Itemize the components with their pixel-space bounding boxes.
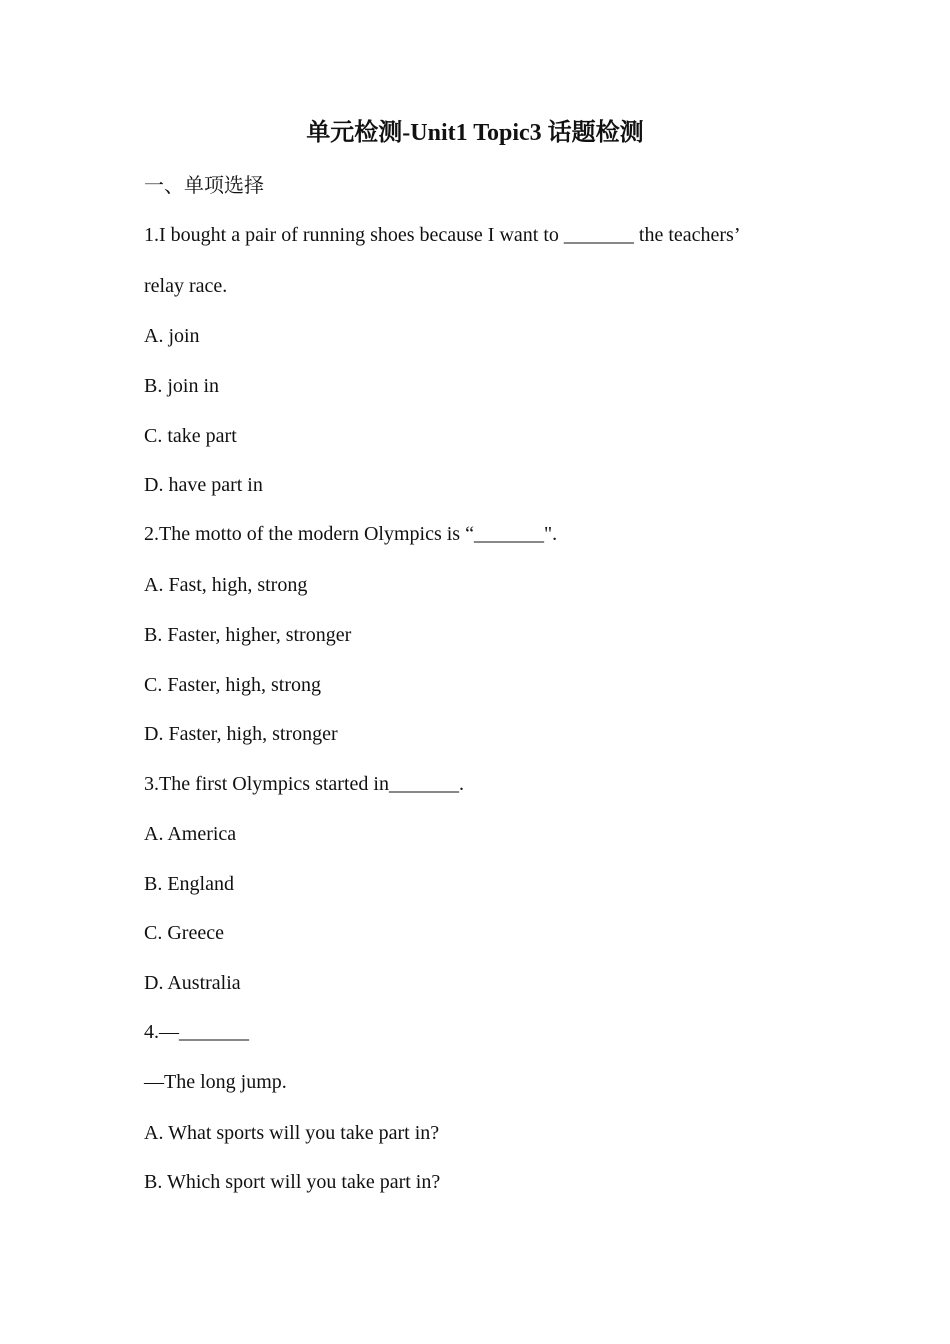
question-3-option-b: B. England (144, 873, 234, 895)
question-4-stem: 4.—_______ (144, 1021, 249, 1043)
question-3-option-c: C. Greece (144, 922, 224, 944)
question-1-option-d: D. have part in (144, 474, 263, 496)
question-4-option-a: A. What sports will you take part in? (144, 1122, 440, 1144)
section-heading: 一、单项选择 (144, 173, 264, 197)
question-4-option-b: B. Which sport will you take part in? (144, 1171, 441, 1193)
question-2-option-b: B. Faster, higher, stronger (144, 624, 352, 646)
question-4-answer: —The long jump. (144, 1071, 287, 1093)
question-3-stem: 3.The first Olympics started in_______. (144, 773, 464, 795)
question-2-option-d: D. Faster, high, stronger (144, 723, 338, 745)
question-3-option-d: D. Australia (144, 972, 241, 994)
question-1-option-b: B. join in (144, 375, 220, 397)
question-2-option-a: A. Fast, high, strong (144, 574, 308, 596)
question-2-option-c: C. Faster, high, strong (144, 674, 321, 696)
question-1-option-a: A. join (144, 325, 200, 347)
page-title: 单元检测-Unit1 Topic3 话题检测 (306, 120, 644, 146)
question-2-stem: 2.The motto of the modern Olympics is “_______". (144, 523, 558, 545)
question-3-option-a: A. America (144, 823, 237, 845)
question-1-option-c: C. take part (144, 425, 237, 447)
question-1-line-2: relay race. (144, 275, 228, 297)
question-1-line-1: 1.I bought a pair of running shoes because I want to _______ the teachers’ (144, 224, 741, 246)
